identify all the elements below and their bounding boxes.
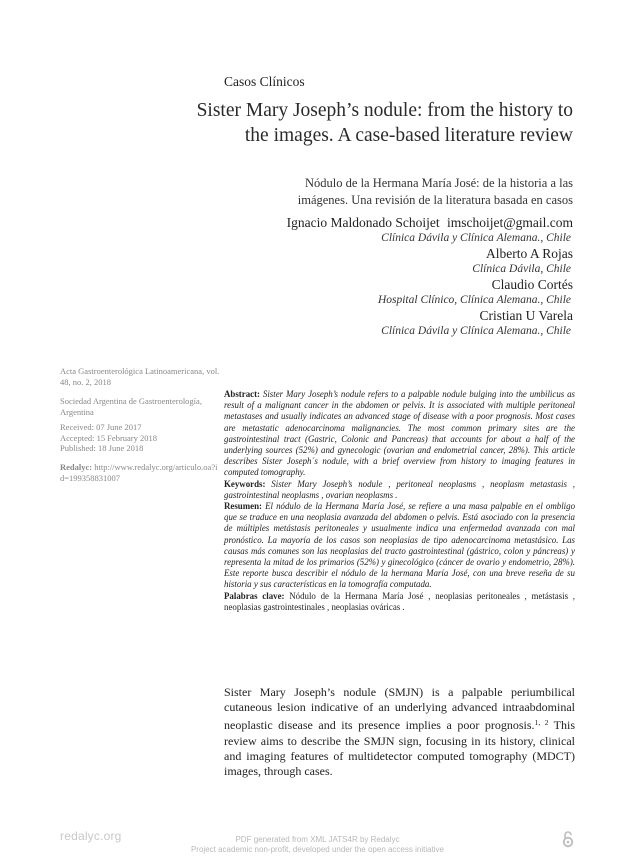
accepted-date: Accepted: 15 February 2018 (60, 432, 158, 443)
published-date: Published: 18 June 2018 (60, 443, 144, 453)
author-list (173, 214, 573, 338)
journal-info (60, 366, 220, 387)
author-1-name: Ignacio Maldonado Schoijet (286, 215, 440, 230)
palabras-label: Palabras clave: (224, 590, 285, 601)
open-access-icon (561, 830, 575, 848)
dates-info (60, 422, 220, 454)
journal-name: Acta Gastroenterológica Latinoamericana, vol. 48, no. 2, 2018 (60, 366, 220, 387)
author-2-affiliation: Clínica Dávila, Chile (472, 263, 571, 275)
palabras-text: Nódulo de la Hermana María José , neoplasias peritoneales , metástasis , neoplasias gastrointestinales , neoplasias ováricas . (224, 590, 576, 612)
footer-line-1: PDF generated from XML JATS4R by Redalyc (235, 835, 400, 844)
article-title: Sister Mary Joseph’s nodule: from the history to the images. A case-based literature review (196, 100, 573, 146)
section-label: Casos Clínicos (224, 74, 305, 89)
redalyc-logo: redalyc.org (60, 829, 122, 843)
resumen-label: Resumen: (224, 501, 262, 512)
keywords-text: Sister Mary Joseph’s nodule , peritoneal neoplasms , neoplasm metastasis , gastrointestinal neoplasms , ovarian neoplasms . (224, 478, 576, 500)
author-4-affiliation: Clínica Dávila y Clínica Alemana., Chile (381, 325, 571, 337)
body-text-start: Sister Mary Joseph’s nodule (SMJN) is a palpable periumbilical cutaneous lesion indicative of an underlying advanced intraabdominal neoplastic disease and its presence implies a poor prognosis. (224, 685, 575, 733)
abstract-paragraph (224, 389, 575, 479)
keywords-label: Keywords: (224, 478, 266, 489)
abstract-block (224, 389, 575, 613)
author-3-name: Claudio Cortés (491, 277, 573, 292)
keywords-paragraph (224, 479, 575, 501)
body-paragraph (224, 685, 575, 779)
redalyc-label: Redalyc: (60, 462, 93, 472)
footer-line-2: Project academic non-profit, developed under the open access initiative (190, 845, 445, 854)
article-subtitle: Nódulo de la Hermana María José: de la historia a las imágenes. Una revisión de la literatura basada en casos (297, 176, 573, 207)
author-2-name: Alberto A Rojas (486, 246, 573, 261)
reference-link[interactable]: 1, 2 (534, 718, 549, 728)
publisher-name: Sociedad Argentina de Gastroenterología, Argentina (60, 396, 202, 417)
palabras-paragraph (224, 591, 575, 613)
author-4-name: Cristian U Varela (479, 308, 573, 323)
publisher-info (60, 396, 220, 417)
redalyc-link[interactable]: http://www.redalyc.org/articulo.oa?id=199358831007 (60, 462, 218, 483)
received-date: Received: 07 June 2017 (60, 422, 142, 432)
author-email-link[interactable]: imschoijet@gmail.com (446, 215, 573, 230)
author-3-affiliation: Hospital Clínico, Clínica Alemana., Chile (377, 294, 571, 306)
redalyc-info (60, 462, 220, 483)
author-1-affiliation: Clínica Dávila y Clínica Alemana., Chile (381, 232, 571, 244)
body-text-end: This review aims to describe the SMJN sign, focusing in its history, clinical and imaging features of multidetector computed tomography (MDCT) images, through cases. (224, 718, 576, 779)
resumen-text: El nódulo de la Hermana María José, se refiere a una masa palpable en el ombligo que se traduce en una neoplasia avanzada del abdomen o pelvis. Está asociado con la presencia de múltiples metástasis peritoneales y usualmente indica una enfermedad avanzada con mal pronóstico. La mayoría de los casos son neoplasias de tipo adenocarcinoma metastásico. Las causas más comunes son las neoplasias del tracto gastrointestinal (gástrico, colon y páncreas) y representa la mitad de los primarios (52%) y ginecológico (cáncer de ovario y endometrio, 28%). Este reporte busca describir el nódulo de la hermana María José, con una breve reseña de su historia y sus características en la tomografía computada. (224, 501, 576, 590)
author-name (173, 214, 573, 231)
resumen-paragraph (224, 501, 575, 591)
abstract-label: Abstract: (224, 389, 260, 399)
abstract-text: Sister Mary Joseph’s nodule refers to a palpable nodule bulging into the umbilicus as result of a malignant cancer in the abdomen or pelvis. It is associated with multiple peritoneal metastases and usually indicates an advanced stage of disease with a poor prognosis. Most cases are metastatic adenocarcinoma malignancies. The most common primary sites are the gastrointestinal tract (Gastric, Colonic and Pancreas) that accounts for about a half of the underlying sources (52%) and gynecologic (ovarian and endometrial cancer, 28%). This article describes Sister Joseph´s nodule, with a brief overview from history to imaging features in computed tomography. (224, 389, 575, 478)
